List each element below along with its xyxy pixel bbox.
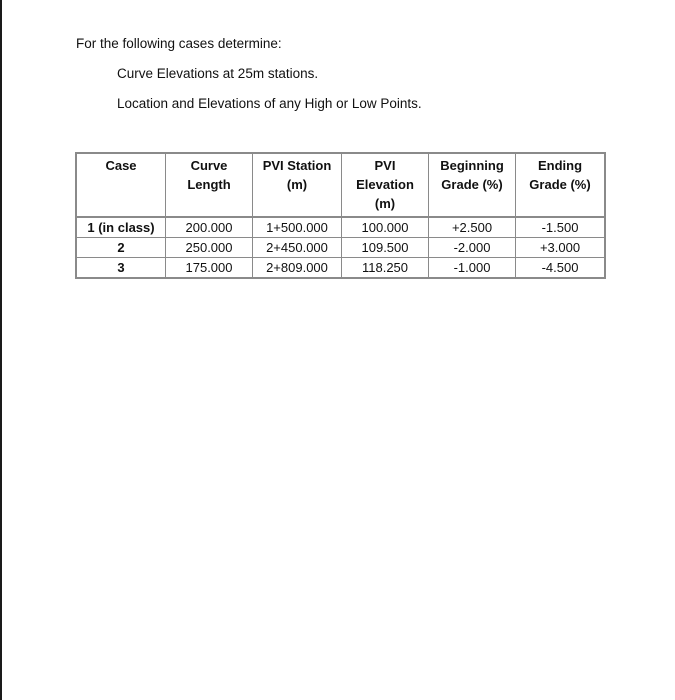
- cell-curve-length: 200.000: [166, 218, 253, 238]
- cell-case: 3: [77, 258, 166, 277]
- table-row: [77, 238, 604, 258]
- cell-curve-length: 175.000: [166, 258, 253, 277]
- header-case-text: Case: [105, 158, 137, 173]
- cell-case: 1 (in class): [77, 218, 166, 238]
- cell-pvi-elevation: 118.250: [342, 258, 429, 277]
- cell-pvi-elevation: 100.000: [342, 218, 429, 238]
- task-curve-elevations: Curve Elevations at 25m stations.: [117, 66, 319, 81]
- header-pvi-station: [253, 154, 342, 218]
- vertical-curve-cases-table: [75, 152, 606, 279]
- header-ending-grade-line1: Ending: [537, 158, 583, 173]
- cell-beginning-grade: -2.000: [429, 238, 516, 258]
- cell-case: 2: [77, 238, 166, 258]
- page-left-border: [0, 0, 2, 700]
- header-pvi-elevation-line2: Elevation: [356, 177, 414, 192]
- header-case: [77, 154, 166, 218]
- cell-pvi-station: 2+450.000: [253, 238, 342, 258]
- header-pvi-station-line1: PVI Station: [262, 158, 332, 173]
- cell-beginning-grade: +2.500: [429, 218, 516, 238]
- header-pvi-elevation: [342, 154, 429, 218]
- cell-curve-length: 250.000: [166, 238, 253, 258]
- header-beginning-grade: [429, 154, 516, 218]
- cell-ending-grade: -1.500: [516, 218, 604, 238]
- header-pvi-elevation-line1: PVI: [374, 158, 396, 173]
- cell-ending-grade: +3.000: [516, 238, 604, 258]
- task-high-low-points: Location and Elevations of any High or Low Points.: [117, 96, 422, 111]
- header-curve-length-line2: Length: [187, 177, 231, 192]
- cell-pvi-elevation: 109.500: [342, 238, 429, 258]
- table-row: [77, 258, 604, 277]
- instructions-intro: For the following cases determine:: [76, 36, 282, 51]
- header-curve-length-line1: Curve: [190, 158, 228, 173]
- cell-pvi-station: 2+809.000: [253, 258, 342, 277]
- cell-ending-grade: -4.500: [541, 260, 579, 275]
- header-beginning-grade-line2: Grade (%): [441, 177, 503, 192]
- header-pvi-station-line2: (m): [286, 177, 308, 192]
- header-curve-length: [166, 154, 253, 218]
- table-row: [77, 218, 604, 238]
- cell-beginning-grade: -1.000: [429, 258, 516, 277]
- header-beginning-grade-line1: Beginning: [440, 158, 504, 173]
- header-ending-grade-line2: Grade (%): [529, 177, 591, 192]
- cell-pvi-station: 1+500.000: [253, 218, 342, 238]
- header-pvi-elevation-line3: (m): [374, 196, 396, 211]
- table-header-row: [77, 154, 604, 218]
- header-ending-grade: [516, 154, 604, 218]
